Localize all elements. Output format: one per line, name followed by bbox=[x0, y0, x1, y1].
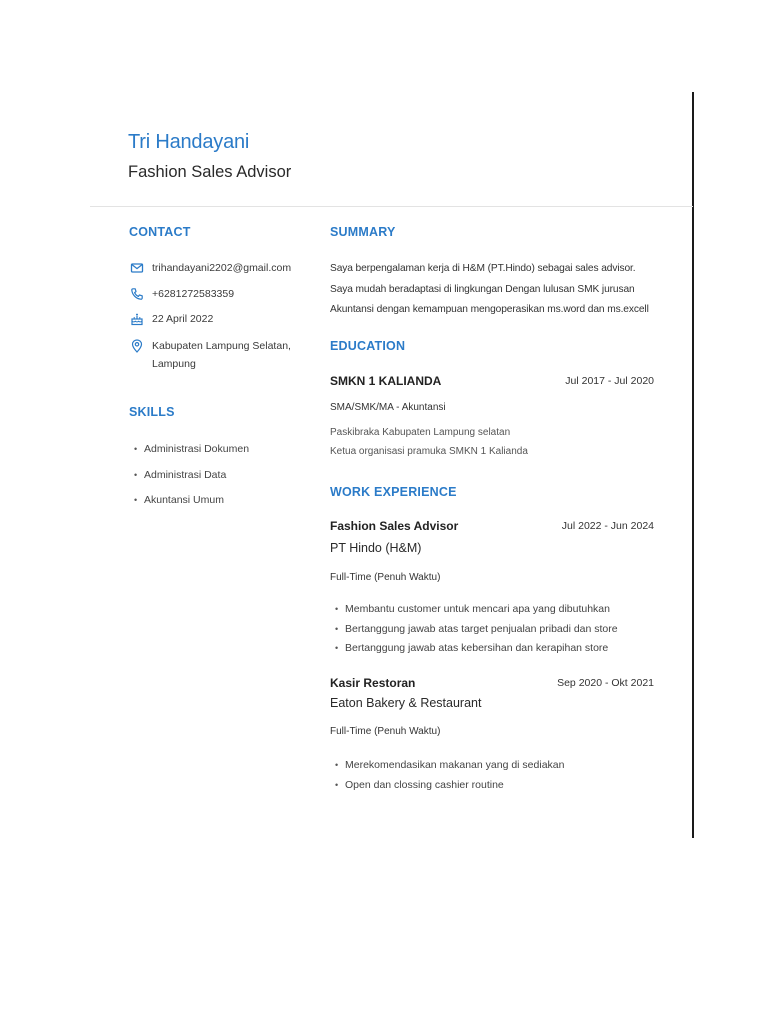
job-title: Fashion Sales Advisor bbox=[330, 519, 459, 533]
job-dates: Sep 2020 - Okt 2021 bbox=[557, 677, 654, 689]
job-bullet: • Membantu customer untuk mencari apa yang dibutuhkan bbox=[333, 602, 618, 622]
job-bullets bbox=[333, 602, 618, 661]
resume-name: Tri Handayani bbox=[128, 131, 250, 153]
education-degree bbox=[330, 402, 446, 413]
header-divider bbox=[90, 206, 693, 207]
address-text: Kabupaten Lampung Selatan, Lampung bbox=[152, 340, 291, 370]
job-bullet: • Merekomendasikan makanan yang di sediakan bbox=[333, 758, 564, 778]
summary-heading: SUMMARY bbox=[330, 225, 396, 239]
contact-birthday bbox=[130, 310, 292, 328]
activity-line: Ketua organisasi pramuka SMKN 1 Kalianda bbox=[330, 446, 528, 457]
skills-list bbox=[132, 440, 249, 517]
contact-email bbox=[130, 259, 292, 277]
skill-item: • Administrasi Data bbox=[132, 466, 249, 492]
job-bullet: • Bertanggung jawab atas kebersihan dan kerapihan store bbox=[333, 641, 618, 661]
job-bullet: • Bertanggung jawab atas target penjualan pribadi dan store bbox=[333, 622, 618, 642]
job-type: Full-Time (Penuh Waktu) bbox=[330, 726, 441, 737]
education-school: SMKN 1 KALIANDA bbox=[330, 374, 442, 388]
degree-major: Akuntansi bbox=[401, 402, 446, 413]
education-activities bbox=[330, 423, 528, 461]
job-bullets bbox=[333, 758, 564, 797]
summary-text: Saya berpengalaman kerja di H&M (PT.Hindo) sebagai sales advisor. Saya mudah beradaptasi di lingkungan Dengan lulusan SMK jurusan Akuntansi dengan kemampuan mengoperasikan ms.word dan ms.excell bbox=[330, 263, 649, 315]
phone-text: +6281272583359 bbox=[152, 288, 235, 300]
job-bullet: • Open dan clossing cashier routine bbox=[333, 778, 564, 798]
cake-icon bbox=[130, 312, 144, 326]
education-heading: EDUCATION bbox=[330, 339, 406, 353]
degree-separator: - bbox=[393, 402, 402, 413]
work-heading: WORK EXPERIENCE bbox=[330, 485, 457, 499]
page-edge-line bbox=[692, 92, 694, 838]
job-company: Eaton Bakery & Restaurant bbox=[330, 696, 482, 710]
job-type: Full-Time (Penuh Waktu) bbox=[330, 572, 441, 583]
activity-line: Paskibraka Kabupaten Lampung selatan bbox=[330, 427, 511, 438]
envelope-icon bbox=[130, 261, 144, 275]
skill-item: • Akuntansi Umum bbox=[132, 491, 249, 517]
skill-item: • Administrasi Dokumen bbox=[132, 440, 249, 466]
phone-icon bbox=[130, 287, 144, 301]
skills-heading: SKILLS bbox=[129, 405, 175, 419]
degree-type: SMA/SMK/MA bbox=[330, 402, 394, 413]
contact-phone bbox=[130, 285, 292, 303]
contact-address bbox=[130, 337, 292, 373]
job-title: Kasir Restoran bbox=[330, 676, 416, 690]
education-dates: Jul 2017 - Jul 2020 bbox=[565, 375, 654, 387]
location-pin-icon bbox=[130, 339, 144, 353]
resume-title: Fashion Sales Advisor bbox=[128, 163, 292, 181]
email-text: trihandayani2202@gmail.com bbox=[152, 262, 292, 274]
job-company: PT Hindo (H&M) bbox=[330, 541, 422, 555]
contact-heading: CONTACT bbox=[129, 225, 191, 239]
job-dates: Jul 2022 - Jun 2024 bbox=[561, 520, 654, 532]
birthday-text: 22 April 2022 bbox=[152, 313, 214, 325]
